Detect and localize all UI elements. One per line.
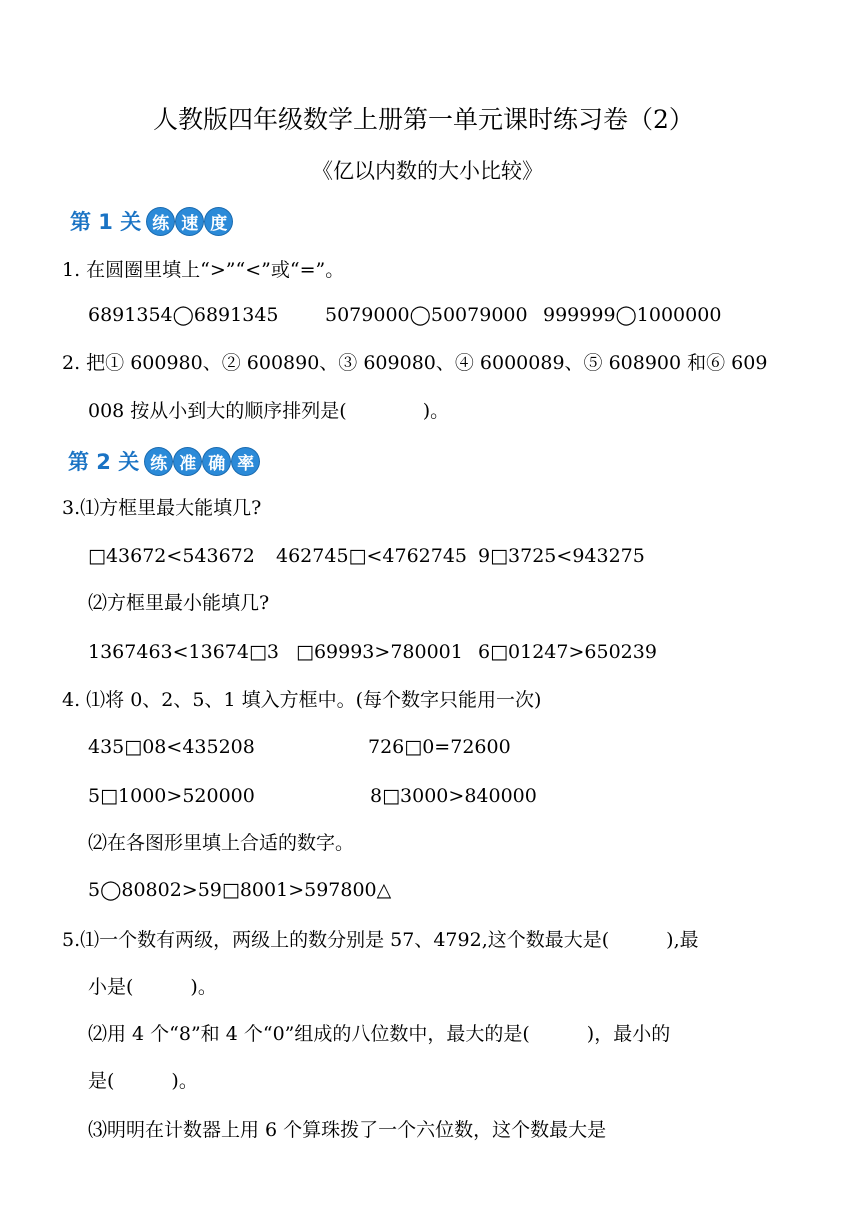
page-title: 人教版四年级数学上册第一单元课时练习卷（2）	[153, 105, 694, 134]
q5-part-1-line-1: 5.⑴一个数有两级，两级上的数分别是 57、4792,这个数最大是( ),最	[62, 929, 699, 951]
q5-part-1-line-2: 小是( )。	[88, 976, 217, 998]
q3-item: 1367463<13674□3	[88, 641, 280, 663]
section-2-char: 率	[232, 448, 259, 475]
q4-item: 8□3000>840000	[370, 785, 537, 807]
q3-item: □69993>780001	[296, 641, 463, 663]
q3-part-2: ⑵方框里最小能填几?	[88, 592, 270, 614]
q3-part-1: 3.⑴方框里最大能填几?	[62, 497, 262, 519]
section-2-char: 练	[145, 448, 172, 475]
q1-stem: 1. 在圆圈里填上“>”“<”或“=”。	[62, 259, 345, 281]
q3-item: 462745□<4762745	[276, 545, 468, 567]
page-subtitle: 《亿以内数的大小比较》	[312, 159, 543, 183]
q4-item: 435□08<435208	[88, 736, 255, 758]
section-1-char: 速	[176, 208, 203, 235]
section-2-char: 确	[203, 448, 230, 475]
q4-item: 5□1000>520000	[88, 785, 255, 807]
q1-item: 999999◯1000000	[543, 304, 722, 326]
q2-line-2: 008 按从小到大的顺序排列是( )。	[88, 400, 450, 422]
q3-item: 9□3725<943275	[478, 545, 645, 567]
q1-item: 6891354◯6891345	[88, 304, 279, 326]
q5-part-2-line-2: 是( )。	[88, 1070, 198, 1092]
q3-item: 6□01247>650239	[478, 641, 657, 663]
section-2-label: 第 2 关	[68, 450, 140, 474]
section-2-char: 准	[174, 448, 201, 475]
section-1-char: 练	[147, 208, 174, 235]
q4-item: 5◯80802>59□8001>597800△	[88, 879, 392, 901]
q1-item: 5079000◯50079000	[325, 304, 528, 326]
section-1-char: 度	[205, 208, 232, 235]
q4-item: 726□0=72600	[368, 736, 511, 758]
section-2-banner	[68, 446, 259, 476]
q4-part-1: 4. ⑴将 0、2、5、1 填入方框中。(每个数字只能用一次)	[62, 689, 542, 711]
q3-item: □43672<543672	[88, 545, 255, 567]
section-1-banner	[70, 206, 232, 236]
q2-line-1: 2. 把① 600980、② 600890、③ 609080、④ 6000089、⑤ 608900 和⑥ 609	[62, 352, 768, 374]
q5-part-3-line-1: ⑶明明在计数器上用 6 个算珠拨了一个六位数，这个数最大是	[88, 1119, 607, 1141]
q5-part-2-line-1: ⑵用 4 个“8”和 4 个“0”组成的八位数中，最大的是( )，最小的	[88, 1023, 671, 1045]
section-1-label: 第 1 关	[70, 210, 142, 234]
q4-part-2: ⑵在各图形里填上合适的数字。	[88, 832, 355, 854]
